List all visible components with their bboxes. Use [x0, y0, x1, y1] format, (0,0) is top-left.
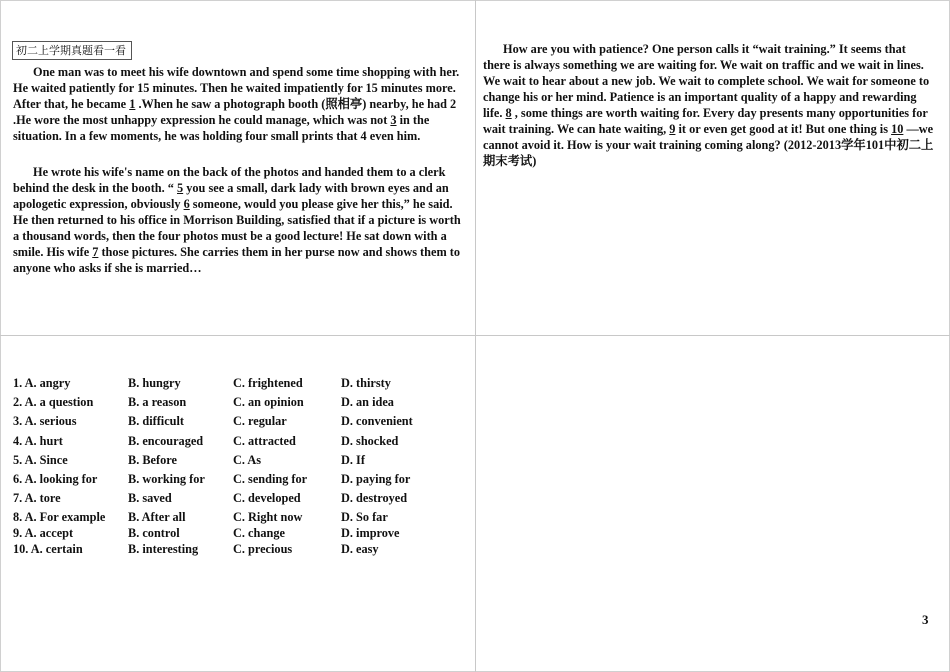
passage-paragraph-1: One man was to meet his wife downtown and spend some time shopping with her. He waited patiently for 15 minutes. Then he waited impatiently for 15 minutes more. After that, he became 1 .When he saw a photograph booth (照相亭) nearby, he had 2 .He wore the most unhappy expression he could manage, which was not 3 in the situation. In a few moments, he was holding four small prints that 4 even him.	[13, 65, 460, 143]
passage-paragraph-3: How are you with patience? One person calls it “wait training.” It seems that there is always something we are waiting for. We wait on traffic and we wait in lines. We wait to hear about a new job. We wait to complete school. We wait for someone to change his or her mind. Patience is an important quality of a happy and rewarding life. 8 , some things are worth waiting for. Every day presents many opportunities for wait training. We can hate waiting, 9 it or even get good at it! But one thing is 10 —we cannot avoid it. How is your wait training coming along? (2012-2013学年101中初二上期末考试)	[483, 42, 934, 168]
horizontal-divider	[0, 335, 950, 336]
document-page: 初二上学期真题看一看 One man was to meet his wife downtown and spend some time shopping with her. He waited patiently for 15 minutes. Then he waited impatiently for 15 minutes more. After that, he became 1 .When he saw a photograph booth (照相亭) nearby, he had 2 .He wore the most unhappy expression he could manage, which was not 3 in the situation. In a few moments, he was holding four small prints that 4 even him. He wrote his wife's name on the back of the photos and handed them to a clerk behind the desk in the booth. “ 5 you see a small, dark lady with brown eyes and an apologetic expression, obviously 6 someone, would you please give her this,” he said. He then returned to his office in Morrison Building, satisfied that if a picture is worth a thousand words, then the four photos must be a good lecture! He sat down with a smile. His wife 7 those pictures. She carries them in her purse now and shows them to anyone who asks if she is married… How are you with patience? One person calls it “wait training.” It seems that there is always something we are waiting for. We wait on traffic and we wait in lines. We wait to hear about a new job. We wait to complete school. We wait for someone to change his or her mind. Patience is an important quality of a happy and rewarding life. 8 , some things are worth waiting for. Every day presents many opportunities for wait training. We can hate waiting, 9 it or even get good at it! But one thing is 10 —we cannot avoid it. How is your wait training coming along? (2012-2013学年101中初二上期末考试) 1. A. angry B. hungry C. frightened D. thirsty 2. A. a question B. a reason C. an opinion D. an idea 3. A. serious B. difficult C. regular D. convenient 4. A. hurt B. encouraged C. attracted D. shocked 5. A. Since B. Before C. As D. If 6. A. looking for B. working for C. sending for D. paying for 7. A. tore B. saved C. developed D. destroyed 8. A. For example B. After all C. Right now D. So far 9. A. accept B. control C. change D. improve 10. A. certain B. interesting C. precious D. easy 3	[0, 0, 950, 672]
blank-9: 9	[669, 122, 676, 136]
blank-3: 3	[390, 113, 397, 127]
blank-10: 10	[891, 122, 904, 136]
blank-7: 7	[92, 245, 99, 259]
blank-5: 5	[177, 181, 184, 195]
section-label: 初二上学期真题看一看	[12, 41, 132, 60]
passage-paragraph-2: He wrote his wife's name on the back of the photos and handed them to a clerk behind the desk in the booth. “ 5 you see a small, dark lady with brown eyes and an apologetic expression, obviously 6 someone, would you please give her this,” he said. He then returned to his office in Morrison Building, satisfied that if a picture is worth a thousand words, then the four photos must be a good lecture! He sat down with a smile. His wife 7 those pictures. She carries them in her purse now and shows them to anyone who asks if she is married…	[13, 165, 461, 275]
page-number: 3	[922, 612, 929, 627]
vertical-divider	[475, 0, 476, 672]
blank-8: 8	[505, 106, 512, 120]
page-border-left	[0, 0, 1, 672]
blank-6: 6	[183, 197, 190, 211]
blank-1: 1	[129, 97, 136, 111]
